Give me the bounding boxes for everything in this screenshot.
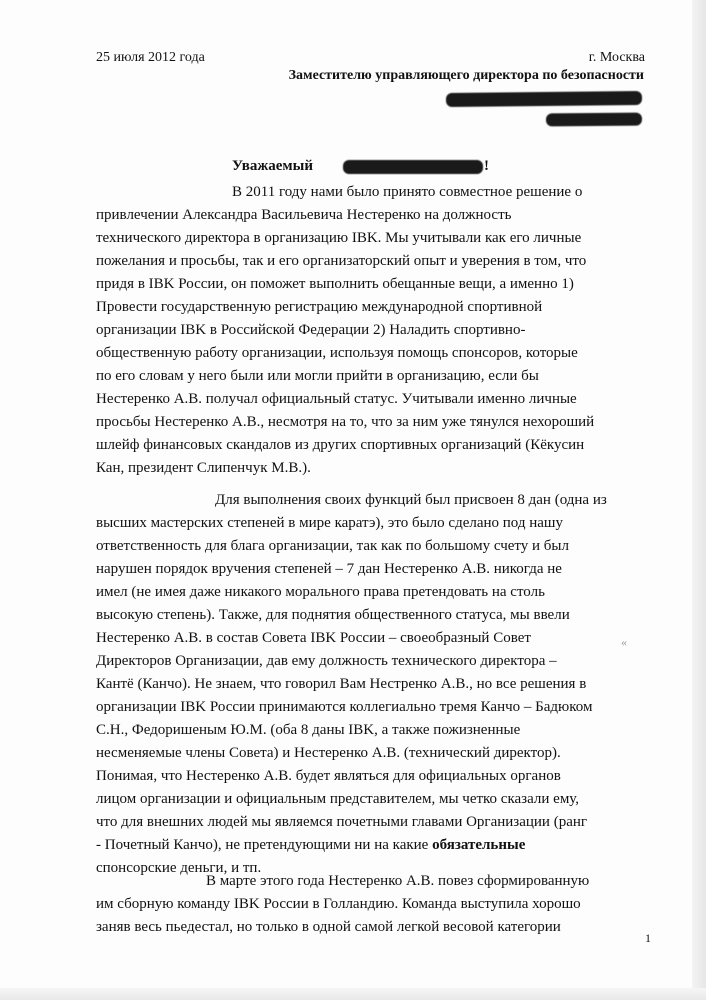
body-line: шлейф финансовых скандалов из других спортивных организаций (Кёкусин xyxy=(96,437,585,453)
body-line: организации IBK России принимаются коллегиально тремя Канчо – Бадюком xyxy=(96,699,593,715)
body-line: высокую степень). Также, для поднятия общественного статуса, мы ввели xyxy=(96,607,570,623)
body-line: Кантё (Канчо). Не знаем, что говорил Вам Нестренко А.В., но все решения в xyxy=(96,676,587,692)
body-line: имел (не имея даже никакого морального права претендовать на столь xyxy=(96,584,545,600)
greeting: Уважаемый xyxy=(232,158,313,174)
body-line: пожелания и просьбы, так и его организаторский опыт и уверения в том, что xyxy=(96,253,587,269)
body-line: Кан, президент Слипенчук М.В.). xyxy=(96,460,311,476)
body-line: несменяемые члены Совета) и Нестеренко А.В. (технический директор). xyxy=(96,745,561,761)
body-line: заняв весь пьедестал, но только в одной самой легкой весовой категории xyxy=(96,919,561,935)
body-line: по его словам у него были или могли прийти в организацию, если бы xyxy=(96,368,539,384)
body-line: ответственность для блага организации, так как по большому счету и был xyxy=(96,538,569,554)
body-line: им сборную команду IBK России в Голландию. Команда выступила хорошо xyxy=(96,896,581,912)
scan-edge-bottom xyxy=(0,988,706,1000)
body-line: С.Н., Федоришеным Ю.М. (оба 8 даны IBK, а также пожизненные xyxy=(96,722,521,738)
redaction-bar xyxy=(546,113,642,127)
body-line: Провести государственную регистрацию международной спортивной xyxy=(96,299,543,315)
body-line: придя в IBK России, он поможет выполнить обещанные вещи, а именно 1) xyxy=(96,276,574,292)
scan-edge-right xyxy=(692,0,706,1000)
body-line: В 2011 году нами было принято совместное решение о xyxy=(232,184,583,200)
body-line: Нестеренко А.В. получал официальный статус. Учитывали именно личные xyxy=(96,391,577,407)
body-line: что для внешних людей мы являемся почетными главами Организации (ранг xyxy=(96,814,588,830)
body-line: общественную работу организации, используя помощь спонсоров, которые xyxy=(96,345,578,361)
body-line: Понимая, что Нестеренко А.В. будет являться для официальных органов xyxy=(96,768,561,784)
body-line: Для выполнения своих функций был присвоен 8 дан (одна из xyxy=(215,492,607,508)
redaction-bar xyxy=(446,91,642,107)
body-line: В марте этого года Нестеренко А.В. повез сформированную xyxy=(206,873,590,889)
body-line: высших мастерских степеней в мире каратэ), это было сделано под нашу xyxy=(96,515,563,531)
body-line: привлечении Александра Васильевича Нестеренко на должность xyxy=(96,207,512,223)
body-line: нарушен порядок вручения степеней – 7 дан Нестеренко А.В. никогда не xyxy=(96,561,562,577)
letter-date: 25 июля 2012 года xyxy=(96,50,205,65)
greeting-exclamation: ! xyxy=(484,158,489,174)
letter-city: г. Москва xyxy=(588,50,645,65)
body-line: Нестеренко А.В. в состав Совета IBK России – своеобразный Совет xyxy=(96,630,531,646)
emphasized-word: обязательные xyxy=(432,837,526,853)
addressee-title: Заместителю управляющего директора по безопасности xyxy=(288,68,644,83)
body-line: технического директора в организацию IBK. Мы учитывали как его личные xyxy=(96,230,582,246)
scan-artifact: « xyxy=(621,635,627,649)
body-line: просьбы Нестеренко А.В., несмотря на то, что за ним уже тянулся нехороший xyxy=(96,414,595,430)
page-number: 1 xyxy=(645,931,651,945)
body-line: лицом организации и официальным представителем, мы четко сказали ему, xyxy=(96,791,580,807)
body-line xyxy=(96,837,525,854)
redaction-bar xyxy=(343,160,483,174)
body-text: - Почетный Канчо), не претендующими ни на какие xyxy=(96,837,429,853)
body-line: организации IBK в Российской Федерации 2) Наладить спортивно- xyxy=(96,322,526,338)
body-line: спонсорские деньги, и тп. xyxy=(96,860,262,876)
body-line: Директоров Организации, дав ему должность технического директора – xyxy=(96,653,557,669)
